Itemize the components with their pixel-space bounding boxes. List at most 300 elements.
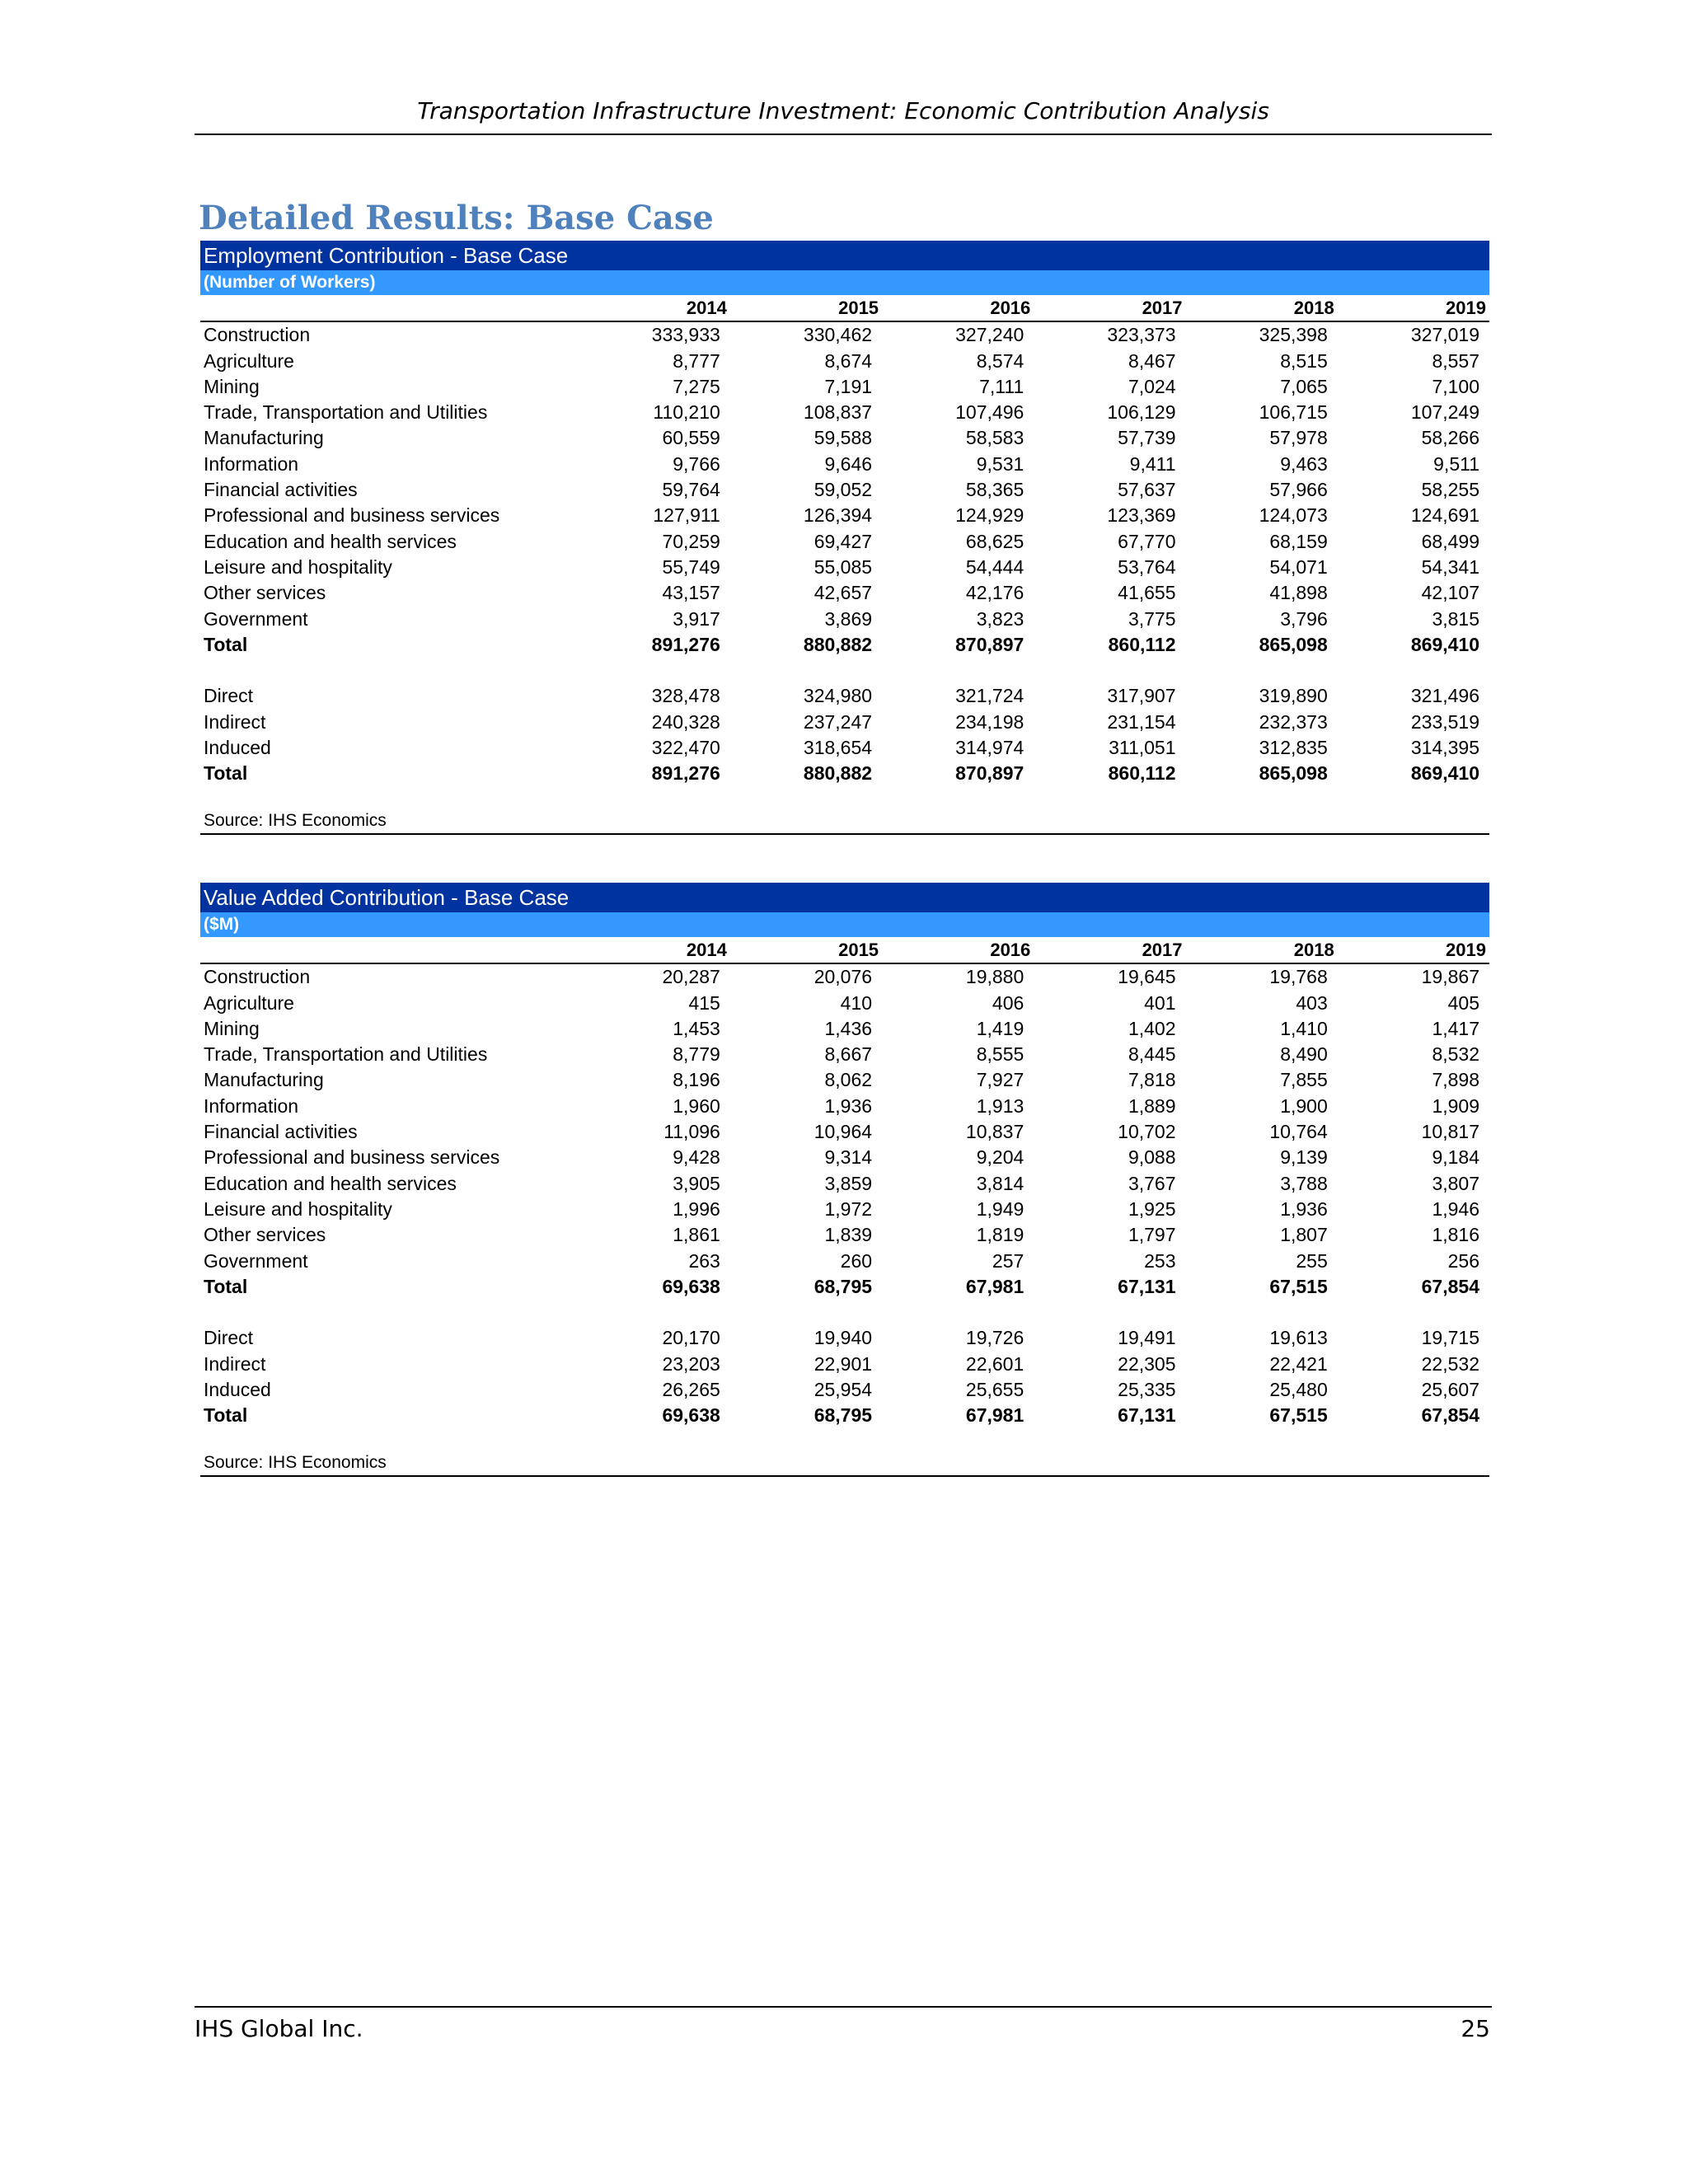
employment-cell: 69,427	[814, 530, 873, 552]
employment-row	[200, 425, 1489, 451]
employment-year-header: 2017	[1034, 295, 1185, 321]
value-added-header-blank	[200, 937, 579, 963]
employment-cell: 123,369	[1107, 504, 1176, 527]
employment-total-cell: 869,410	[1410, 633, 1479, 655]
value-added-total-cell: 68,795	[814, 1275, 873, 1297]
employment-impact-row	[200, 710, 1489, 735]
employment-impact-cell: 319,890	[1259, 685, 1328, 707]
employment-total-cell: 880,882	[803, 633, 873, 655]
employment-cell: 124,691	[1410, 504, 1479, 527]
employment-row	[200, 555, 1489, 580]
employment-impact-cell: 321,496	[1410, 685, 1479, 707]
employment-impact-total-cell: 865,098	[1259, 762, 1328, 785]
value-added-cell: 7,818	[1128, 1069, 1176, 1091]
value-added-cell: 8,555	[976, 1043, 1025, 1066]
employment-row-label: Trade, Transportation and Utilities	[204, 401, 488, 424]
value-added-row	[200, 1119, 1489, 1145]
value-added-cell: 1,419	[976, 1017, 1025, 1039]
employment-cell: 108,837	[803, 401, 873, 424]
employment-impact-cell: 321,724	[955, 685, 1025, 707]
employment-cell: 124,929	[955, 504, 1025, 527]
value-added-row-label: Other services	[204, 1224, 326, 1246]
employment-cell: 106,715	[1259, 401, 1328, 424]
employment-total-cell: 865,098	[1259, 633, 1328, 655]
value-added-row-label: Professional and business services	[204, 1146, 500, 1169]
employment-cell: 41,898	[1269, 582, 1328, 604]
employment-row	[200, 400, 1489, 425]
employment-cell: 9,646	[824, 452, 873, 475]
employment-impact-cell: 322,470	[651, 737, 720, 759]
value-added-table-block	[200, 883, 1489, 1477]
employment-cell: 3,917	[673, 607, 720, 630]
value-added-cell: 20,076	[814, 966, 873, 988]
employment-cell: 9,463	[1280, 452, 1328, 475]
value-added-impact-cell: 25,335	[1118, 1379, 1176, 1401]
value-added-cell: 3,814	[976, 1172, 1025, 1194]
employment-row	[200, 607, 1489, 632]
employment-impact-cell: 232,373	[1259, 710, 1328, 733]
employment-cell: 67,770	[1118, 530, 1176, 552]
value-added-row	[200, 1222, 1489, 1248]
employment-row-label: Information	[204, 452, 299, 475]
employment-cell: 9,766	[673, 452, 720, 475]
value-added-cell: 19,880	[965, 966, 1025, 988]
employment-cell: 8,574	[976, 349, 1025, 372]
value-added-impact-cell: 19,715	[1421, 1327, 1479, 1349]
value-added-total-row-label: Total	[204, 1275, 248, 1297]
value-added-row	[200, 1197, 1489, 1222]
value-added-impact-cell: 22,532	[1421, 1352, 1479, 1375]
value-added-row-label: Trade, Transportation and Utilities	[204, 1043, 488, 1066]
value-added-cell: 3,905	[673, 1172, 720, 1194]
value-added-row	[200, 991, 1489, 1016]
value-added-cell: 8,196	[673, 1069, 720, 1091]
employment-cell: 68,159	[1269, 530, 1328, 552]
employment-cell: 325,398	[1259, 324, 1328, 346]
value-added-year-header: 2018	[1186, 937, 1338, 963]
employment-year-header: 2016	[882, 295, 1034, 321]
value-added-cell: 1,946	[1432, 1197, 1479, 1220]
employment-cell: 126,394	[803, 504, 873, 527]
employment-cell: 8,515	[1280, 349, 1328, 372]
employment-cell: 333,933	[651, 324, 720, 346]
value-added-cell: 3,788	[1280, 1172, 1328, 1194]
value-added-cell: 1,913	[976, 1094, 1025, 1117]
value-added-impact-row-label: Indirect	[204, 1352, 266, 1375]
employment-cell: 59,588	[814, 427, 873, 449]
value-added-impact-cell: 19,940	[814, 1327, 873, 1349]
value-added-impact-cell: 19,726	[965, 1327, 1025, 1349]
employment-source-note: Source: IHS Economics	[200, 808, 1489, 835]
page-heading: Detailed Results: Base Case	[199, 199, 714, 237]
employment-cell: 124,073	[1259, 504, 1328, 527]
value-added-impact-row	[200, 1325, 1489, 1351]
value-added-cell: 253	[1144, 1249, 1176, 1272]
employment-impact-cell: 314,395	[1410, 737, 1479, 759]
employment-impact-cell: 231,154	[1107, 710, 1176, 733]
value-added-row	[200, 963, 1489, 990]
value-added-impact-cell: 20,170	[662, 1327, 720, 1349]
employment-cell: 3,869	[824, 607, 873, 630]
employment-cell: 327,240	[955, 324, 1025, 346]
value-added-cell: 1,972	[824, 1197, 873, 1220]
employment-impact-total-row	[200, 761, 1489, 786]
employment-cell: 70,259	[662, 530, 720, 552]
employment-cell: 53,764	[1118, 555, 1176, 578]
employment-cell: 9,511	[1433, 452, 1479, 475]
value-added-cell: 7,898	[1432, 1069, 1479, 1091]
employment-cell: 330,462	[803, 324, 873, 346]
value-added-row	[200, 1042, 1489, 1067]
value-added-impact-cell: 22,601	[965, 1352, 1025, 1375]
value-added-row	[200, 1067, 1489, 1093]
value-added-cell: 11,096	[663, 1121, 720, 1143]
employment-cell: 8,777	[673, 349, 720, 372]
employment-impact-row-label: Direct	[204, 685, 254, 707]
value-added-cell: 405	[1447, 991, 1479, 1014]
employment-cell: 58,266	[1421, 427, 1479, 449]
value-added-total-cell: 69,638	[662, 1275, 720, 1297]
employment-row	[200, 580, 1489, 606]
value-added-cell: 10,837	[965, 1121, 1025, 1143]
employment-cell: 8,557	[1432, 349, 1479, 372]
employment-impact-cell: 318,654	[803, 737, 873, 759]
employment-cell: 43,157	[662, 582, 720, 604]
employment-year-header: 2019	[1338, 295, 1489, 321]
employment-row-label: Other services	[204, 582, 326, 604]
employment-cell: 42,657	[814, 582, 873, 604]
value-added-impact-cell: 19,613	[1269, 1327, 1328, 1349]
employment-cell: 3,823	[976, 607, 1025, 630]
employment-total-cell: 891,276	[651, 633, 720, 655]
employment-table-block	[200, 241, 1489, 835]
value-added-cell: 1,889	[1128, 1094, 1176, 1117]
employment-spacer-cell	[200, 658, 1489, 683]
value-added-cell: 1,453	[673, 1017, 720, 1039]
employment-row	[200, 349, 1489, 374]
value-added-impact-total-cell: 67,131	[1118, 1404, 1176, 1427]
employment-impact-total-cell: 891,276	[651, 762, 720, 785]
employment-row-label: Mining	[204, 375, 260, 397]
value-added-cell: 8,532	[1432, 1043, 1479, 1066]
footer-divider	[195, 2006, 1492, 2008]
value-added-row	[200, 1171, 1489, 1197]
value-added-cell: 1,996	[673, 1197, 720, 1220]
value-added-cell: 8,062	[824, 1069, 873, 1091]
value-added-row-label: Agriculture	[204, 991, 294, 1014]
employment-row-label: Education and health services	[204, 530, 457, 552]
value-added-source-note: Source: IHS Economics	[200, 1451, 1489, 1477]
value-added-cell: 8,667	[824, 1043, 873, 1066]
employment-table	[200, 295, 1489, 787]
value-added-impact-row	[200, 1377, 1489, 1403]
value-added-cell: 8,445	[1128, 1043, 1176, 1066]
value-added-cell: 401	[1144, 991, 1176, 1014]
employment-cell: 54,071	[1269, 555, 1328, 578]
value-added-row-label: Construction	[204, 966, 311, 988]
value-added-impact-cell: 22,421	[1269, 1352, 1328, 1375]
employment-cell: 60,559	[662, 427, 720, 449]
value-added-cell: 3,807	[1432, 1172, 1479, 1194]
employment-impact-cell: 240,328	[651, 710, 720, 733]
employment-cell: 7,024	[1128, 375, 1176, 397]
value-added-table-title: Value Added Contribution - Base Case	[200, 883, 1489, 912]
employment-row	[200, 503, 1489, 528]
value-added-cell: 1,900	[1280, 1094, 1328, 1117]
value-added-table	[200, 937, 1489, 1429]
value-added-impact-total-cell: 67,981	[965, 1404, 1025, 1427]
value-added-cell: 8,490	[1280, 1043, 1328, 1066]
value-added-impact-cell: 25,480	[1269, 1379, 1328, 1401]
value-added-cell: 7,927	[976, 1069, 1025, 1091]
value-added-cell: 257	[992, 1249, 1025, 1272]
employment-cell: 7,191	[824, 375, 873, 397]
employment-cell: 41,655	[1118, 582, 1176, 604]
employment-cell: 7,100	[1432, 375, 1479, 397]
value-added-total-cell: 67,854	[1421, 1275, 1479, 1297]
value-added-cell: 1,839	[824, 1224, 873, 1246]
employment-cell: 7,065	[1280, 375, 1328, 397]
value-added-impact-cell: 25,655	[965, 1379, 1025, 1401]
employment-impact-cell: 314,974	[955, 737, 1025, 759]
value-added-cell: 1,807	[1280, 1224, 1328, 1246]
employment-impact-cell: 324,980	[803, 685, 873, 707]
value-added-cell: 10,764	[1269, 1121, 1328, 1143]
employment-cell: 127,911	[653, 504, 720, 527]
employment-row-label: Manufacturing	[204, 427, 324, 449]
employment-cell: 3,815	[1432, 607, 1479, 630]
employment-impact-total-cell: 870,897	[955, 762, 1025, 785]
employment-cell: 7,111	[979, 375, 1025, 397]
value-added-total-cell: 67,981	[965, 1275, 1025, 1297]
value-added-row	[200, 1249, 1489, 1274]
employment-row-label: Leisure and hospitality	[204, 555, 392, 578]
value-added-cell: 3,767	[1128, 1172, 1176, 1194]
value-added-row	[200, 1094, 1489, 1119]
employment-impact-total-cell: 860,112	[1108, 762, 1176, 785]
value-added-year-header: 2015	[730, 937, 882, 963]
employment-cell: 107,249	[1410, 401, 1479, 424]
employment-cell: 57,637	[1118, 479, 1176, 501]
employment-row-label: Government	[204, 607, 308, 630]
value-added-total-row	[200, 1274, 1489, 1300]
employment-row-label: Financial activities	[204, 479, 358, 501]
footer-company: IHS Global Inc.	[195, 2015, 363, 2042]
value-added-impact-cell: 25,607	[1421, 1379, 1479, 1401]
value-added-header-row	[200, 937, 1489, 963]
value-added-cell: 410	[840, 991, 873, 1014]
value-added-cell: 1,861	[673, 1224, 720, 1246]
value-added-table-unit: ($M)	[200, 912, 1489, 937]
value-added-cell: 256	[1447, 1249, 1479, 1272]
employment-impact-cell: 317,907	[1107, 685, 1176, 707]
value-added-cell: 9,314	[824, 1146, 873, 1169]
employment-header-blank	[200, 295, 579, 321]
value-added-cell: 1,816	[1432, 1224, 1479, 1246]
value-added-cell: 1,797	[1128, 1224, 1176, 1246]
employment-impact-total-row-label: Total	[204, 762, 248, 785]
value-added-impact-total-cell: 67,515	[1269, 1404, 1328, 1427]
employment-cell: 68,625	[965, 530, 1025, 552]
value-added-cell: 19,645	[1118, 966, 1176, 988]
employment-year-header: 2015	[730, 295, 882, 321]
employment-cell: 55,085	[814, 555, 873, 578]
value-added-year-header: 2017	[1034, 937, 1185, 963]
value-added-cell: 8,779	[673, 1043, 720, 1066]
employment-impact-cell: 237,247	[803, 710, 873, 733]
value-added-cell: 10,702	[1118, 1121, 1176, 1143]
value-added-impact-cell: 25,954	[814, 1379, 873, 1401]
value-added-impact-row-label: Direct	[204, 1327, 254, 1349]
value-added-cell: 260	[840, 1249, 873, 1272]
employment-row	[200, 452, 1489, 477]
employment-impact-total-cell: 880,882	[803, 762, 873, 785]
value-added-cell: 9,204	[976, 1146, 1025, 1169]
employment-cell: 58,365	[965, 479, 1025, 501]
employment-cell: 110,210	[653, 401, 720, 424]
value-added-impact-total-row	[200, 1403, 1489, 1428]
employment-row	[200, 374, 1489, 400]
value-added-cell: 1,417	[1432, 1017, 1479, 1039]
employment-cell: 107,496	[955, 401, 1025, 424]
value-added-cell: 1,909	[1432, 1094, 1479, 1117]
employment-cell: 68,499	[1421, 530, 1479, 552]
employment-cell: 59,052	[814, 479, 873, 501]
value-added-year-header: 2014	[579, 937, 730, 963]
value-added-cell: 1,410	[1280, 1017, 1328, 1039]
employment-row-label: Agriculture	[204, 349, 294, 372]
employment-cell: 106,129	[1107, 401, 1176, 424]
value-added-cell: 1,402	[1128, 1017, 1176, 1039]
value-added-impact-total-cell: 68,795	[814, 1404, 873, 1427]
employment-year-header: 2014	[579, 295, 730, 321]
employment-row	[200, 477, 1489, 503]
employment-cell: 9,531	[976, 452, 1025, 475]
value-added-cell: 1,960	[673, 1094, 720, 1117]
employment-cell: 58,255	[1421, 479, 1479, 501]
employment-cell: 8,674	[824, 349, 873, 372]
value-added-row-label: Leisure and hospitality	[204, 1197, 392, 1220]
value-added-cell: 7,855	[1280, 1069, 1328, 1091]
value-added-year-header: 2019	[1338, 937, 1489, 963]
employment-cell: 323,373	[1107, 324, 1176, 346]
value-added-row-label: Manufacturing	[204, 1069, 324, 1091]
value-added-cell: 1,936	[1280, 1197, 1328, 1220]
page-number: 25	[1461, 2015, 1490, 2042]
employment-row	[200, 321, 1489, 348]
value-added-impact-total-row-label: Total	[204, 1404, 248, 1427]
employment-impact-cell: 312,835	[1259, 737, 1328, 759]
value-added-row	[200, 1016, 1489, 1042]
value-added-impact-total-cell: 67,854	[1421, 1404, 1479, 1427]
employment-impact-row	[200, 735, 1489, 761]
value-added-cell: 263	[688, 1249, 720, 1272]
employment-header-row	[200, 295, 1489, 321]
employment-cell: 54,444	[965, 555, 1025, 578]
employment-cell: 3,796	[1280, 607, 1328, 630]
employment-cell: 57,739	[1118, 427, 1176, 449]
value-added-cell: 10,817	[1421, 1121, 1479, 1143]
value-added-cell: 403	[1296, 991, 1328, 1014]
employment-impact-cell: 311,051	[1109, 737, 1176, 759]
value-added-cell: 1,819	[976, 1224, 1025, 1246]
value-added-impact-cell: 26,265	[662, 1379, 720, 1401]
employment-impact-row	[200, 683, 1489, 709]
employment-total-cell: 870,897	[955, 633, 1025, 655]
employment-spacer-row	[200, 658, 1489, 683]
employment-cell: 42,176	[965, 582, 1025, 604]
value-added-year-header: 2016	[882, 937, 1034, 963]
employment-impact-cell: 328,478	[651, 685, 720, 707]
employment-cell: 55,749	[662, 555, 720, 578]
employment-table-unit: (Number of Workers)	[200, 270, 1489, 295]
value-added-impact-total-cell: 69,638	[662, 1404, 720, 1427]
employment-cell: 57,966	[1269, 479, 1328, 501]
employment-impact-row-label: Indirect	[204, 710, 266, 733]
employment-table-title: Employment Contribution - Base Case	[200, 241, 1489, 270]
employment-total-row	[200, 632, 1489, 658]
employment-cell: 3,775	[1128, 607, 1176, 630]
value-added-cell: 1,936	[824, 1094, 873, 1117]
value-added-cell: 1,949	[976, 1197, 1025, 1220]
employment-total-cell: 860,112	[1108, 633, 1176, 655]
value-added-row	[200, 1145, 1489, 1170]
value-added-impact-cell: 23,203	[662, 1352, 720, 1375]
value-added-cell: 10,964	[814, 1121, 873, 1143]
employment-cell: 42,107	[1421, 582, 1479, 604]
employment-impact-total-cell: 869,410	[1410, 762, 1479, 785]
value-added-impact-row-label: Induced	[204, 1379, 271, 1401]
value-added-cell: 20,287	[662, 966, 720, 988]
employment-cell: 327,019	[1410, 324, 1479, 346]
value-added-cell: 1,925	[1128, 1197, 1176, 1220]
value-added-spacer-cell	[200, 1300, 1489, 1325]
value-added-total-cell: 67,131	[1118, 1275, 1176, 1297]
value-added-cell: 19,768	[1269, 966, 1328, 988]
value-added-cell: 3,859	[824, 1172, 873, 1194]
employment-year-header: 2018	[1186, 295, 1338, 321]
employment-impact-row-label: Induced	[204, 737, 271, 759]
value-added-impact-cell: 19,491	[1118, 1327, 1176, 1349]
value-added-row-label: Government	[204, 1249, 308, 1272]
employment-impact-cell: 234,198	[955, 710, 1025, 733]
employment-cell: 59,764	[662, 479, 720, 501]
value-added-cell: 406	[992, 991, 1025, 1014]
value-added-cell: 1,436	[824, 1017, 873, 1039]
employment-row-label: Professional and business services	[204, 504, 500, 527]
value-added-cell: 19,867	[1421, 966, 1479, 988]
employment-cell: 7,275	[673, 375, 720, 397]
employment-cell: 58,583	[965, 427, 1025, 449]
value-added-spacer-row	[200, 1300, 1489, 1325]
employment-row	[200, 529, 1489, 555]
employment-cell: 8,467	[1128, 349, 1176, 372]
value-added-cell: 415	[688, 991, 720, 1014]
value-added-cell: 9,428	[673, 1146, 720, 1169]
employment-impact-cell: 233,519	[1410, 710, 1479, 733]
value-added-impact-row	[200, 1352, 1489, 1377]
value-added-cell: 9,139	[1280, 1146, 1328, 1169]
employment-total-row-label: Total	[204, 633, 248, 655]
value-added-impact-cell: 22,901	[814, 1352, 873, 1375]
value-added-cell: 9,184	[1432, 1146, 1479, 1169]
employment-cell: 54,341	[1421, 555, 1479, 578]
employment-cell: 57,978	[1269, 427, 1328, 449]
value-added-cell: 9,088	[1128, 1146, 1176, 1169]
value-added-row-label: Financial activities	[204, 1121, 358, 1143]
employment-cell: 9,411	[1129, 452, 1176, 475]
running-header: Transportation Infrastructure Investment: Economic Contribution Analysis	[417, 97, 1269, 124]
